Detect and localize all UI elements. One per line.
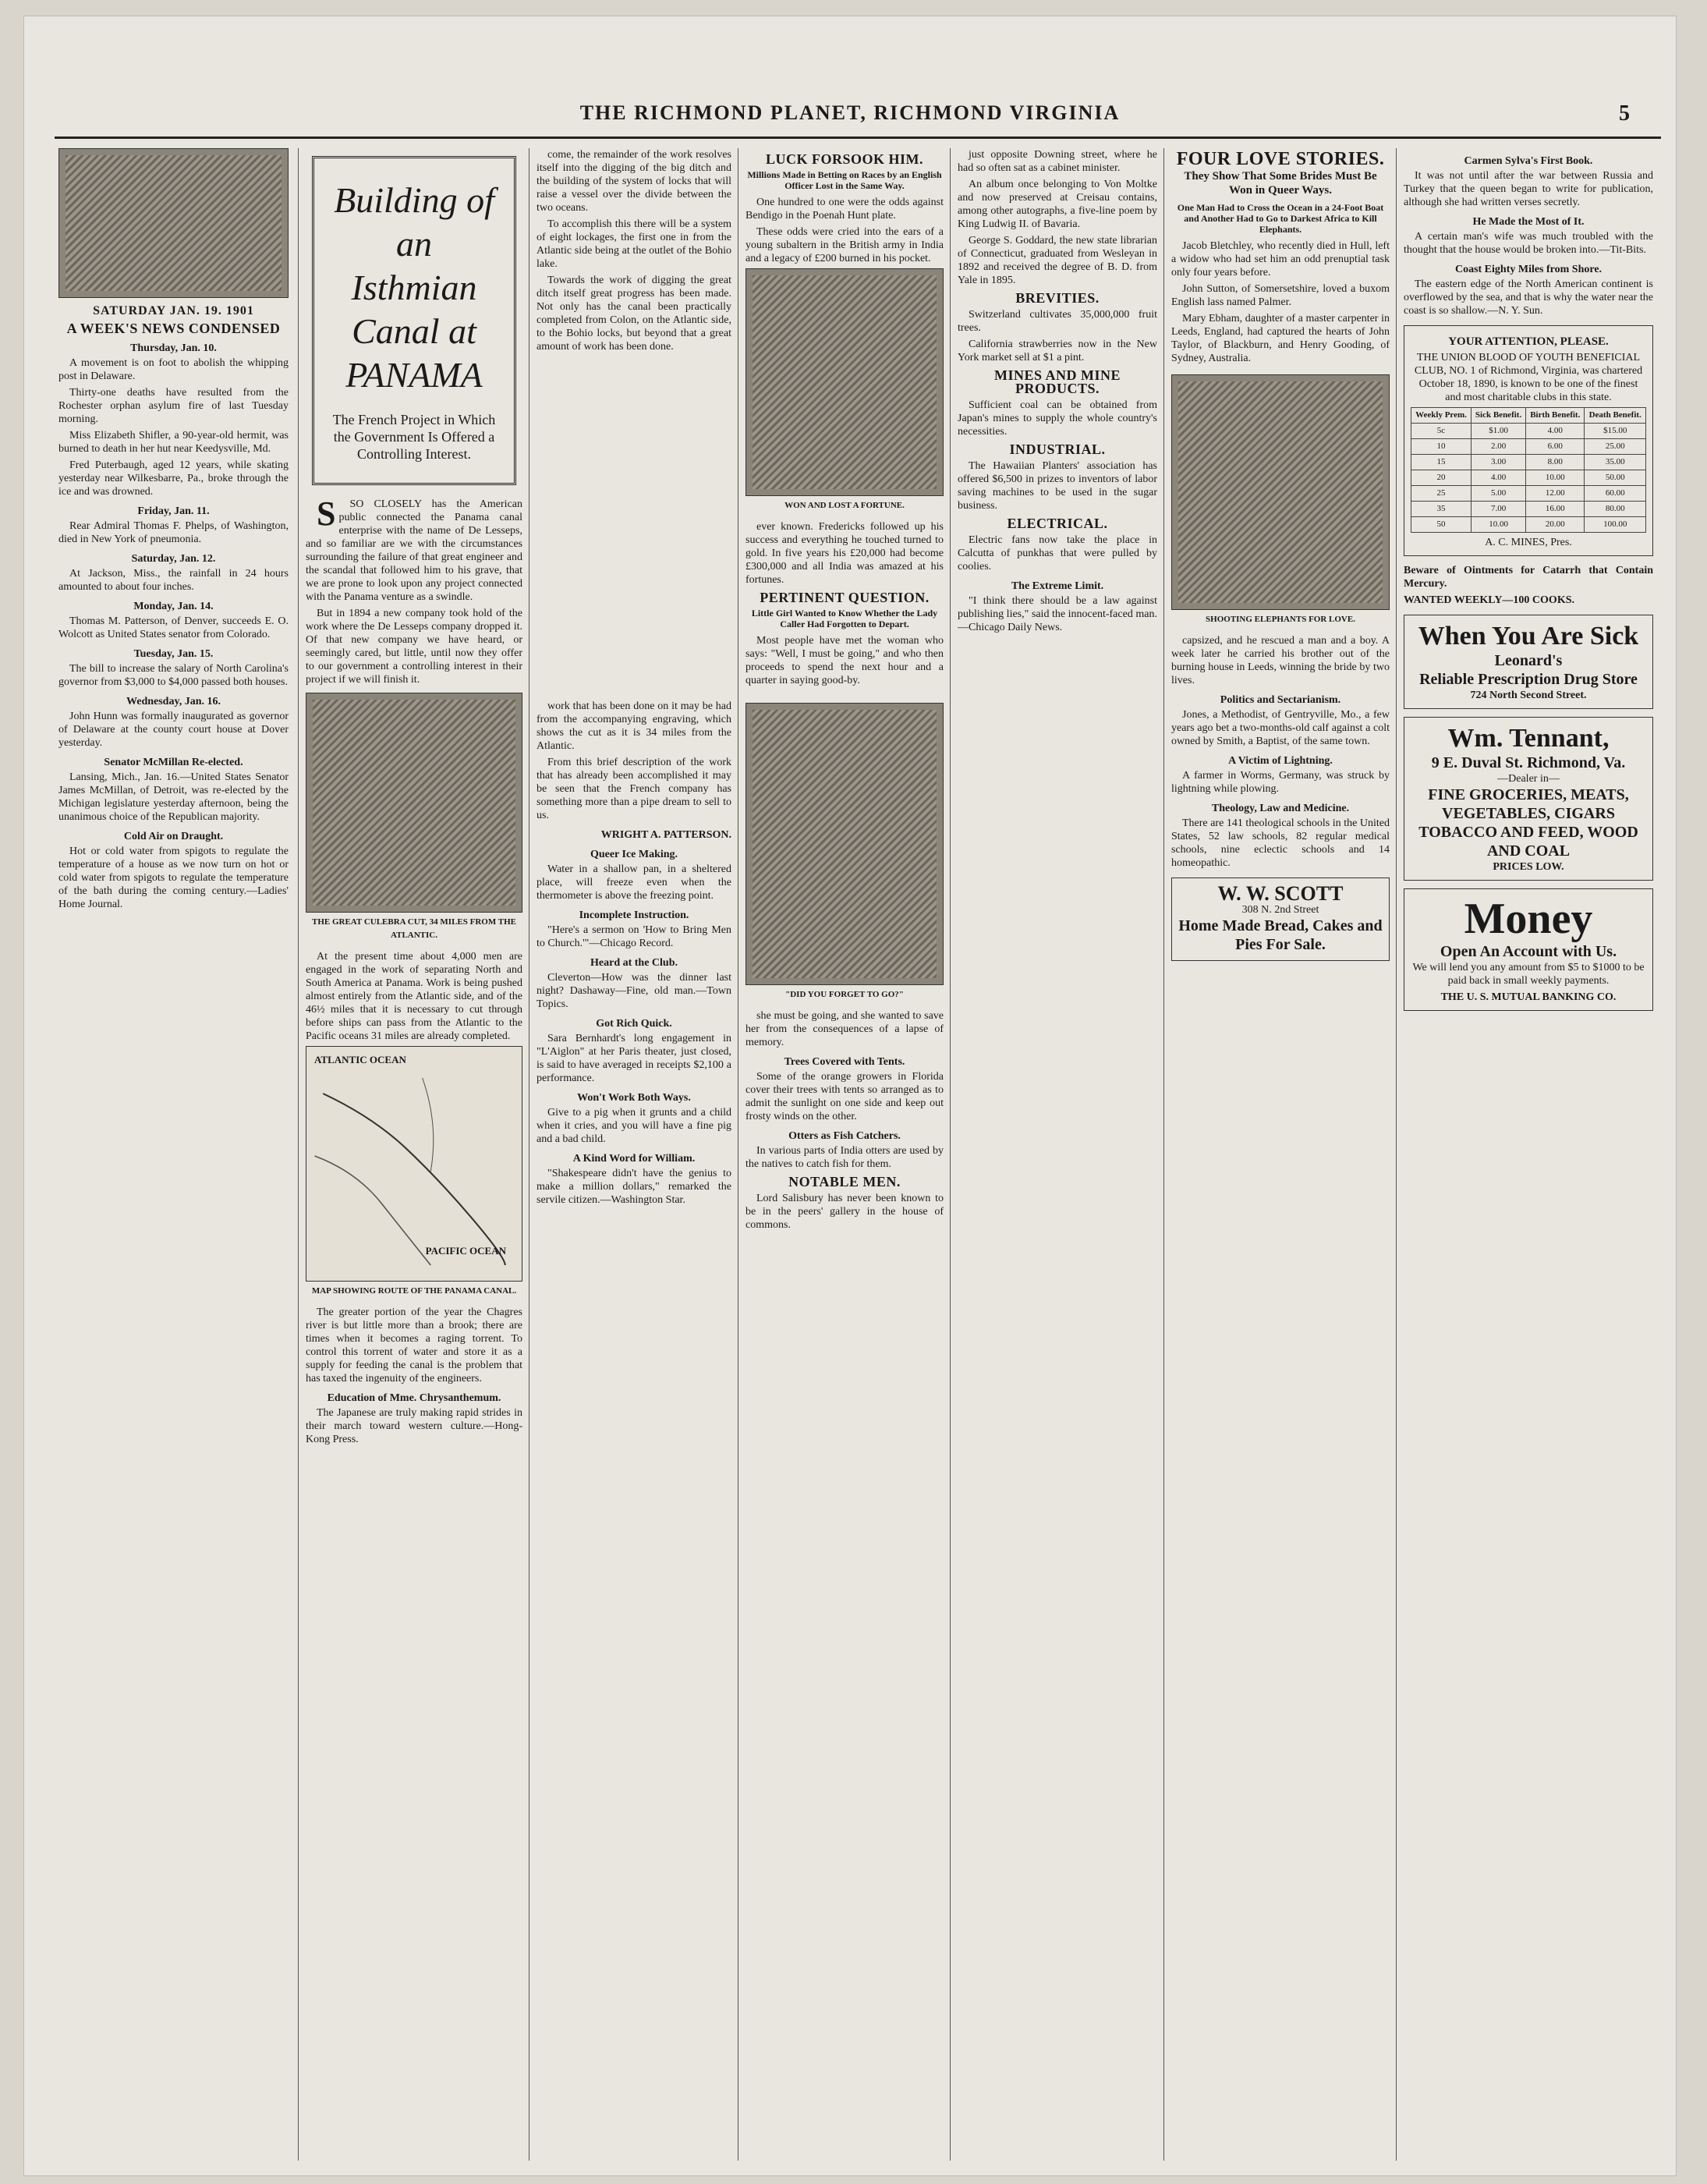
table-cell: 7.00 (1471, 502, 1526, 517)
article-paragraph: "I think there should be a law against publishing lies," said the innocent-faced man.—Chicago Daily News. (958, 595, 1157, 633)
cactus-illustration (58, 148, 289, 298)
article-paragraph: In various parts of India otters are used by the natives to catch fish for them. (745, 1145, 944, 1170)
article-paragraph: To accomplish this there will be a system of eight lockages, the first one in from the Atlantic side being at the outlet of the Bohio lake. (537, 218, 731, 270)
article-text: SO CLOSELY has the American public connected the Panama canal enterprise with the name of De Lesseps, and so familiar are we with the circumstances surrounding the failure of that great engineer and the scandal that followed him to his grave, that we are prone to look upon any project connected with the Panama venture as a swindle. (306, 498, 522, 603)
news-item: John Hunn was formally inaugurated as governor of Delaware at the county court house at Dover yesterday. (58, 711, 289, 749)
news-item: Thomas M. Patterson, of Denver, succeeds E. O. Wolcott as United States senator from Colorado. (58, 615, 289, 640)
article-paragraph: Electric fans now take the place in Calcutta of punkhas that were pulled by coolies. (958, 534, 1157, 573)
article-paragraph: John Sutton, of Somersetshire, loved a buxom English lass named Palmer. (1171, 283, 1390, 308)
table-row (1411, 502, 1646, 517)
table-cell: 50 (1411, 517, 1471, 533)
ad-text: Reliable Prescription Drug Store (1419, 671, 1638, 688)
article-paragraph: The Hawaiian Planters' association has offered $6,500 in prizes to inventors of labor saving machines to be used in the sugar business. (958, 460, 1157, 512)
day-heading: Wednesday, Jan. 16. (126, 696, 221, 707)
table-cell: 12.00 (1526, 486, 1585, 502)
column-divider (1163, 148, 1164, 2161)
article-deck: One Man Had to Cross the Ocean in a 24-Foot Boat and Another Had to Go to Darkest Africa to Kill Elephants. (1177, 202, 1384, 235)
ladies-illustration (745, 703, 944, 985)
table-header-cell: Weekly Prem. (1411, 408, 1471, 424)
ad-text: THE UNION BLOOD OF YOUTH BENEFICIAL CLUB, NO. 1 of Richmond, Virginia, was chartered October 18, 1890, is known to be one of the finest and most charitable clubs in this state. (1414, 352, 1643, 403)
article-paragraph: come, the remainder of the work resolves itself into the digging of the big ditch and the building of the system of locks that will raise a vessel over the divide between the two oceans. (537, 149, 731, 214)
beneficial-club-advertisement (1404, 325, 1653, 556)
article-paragraph: Water in a shallow pan, in a sheltered place, will freeze even when the thermometer is above the freezing point. (537, 863, 731, 902)
subheading: Coast Eighty Miles from Shore. (1454, 264, 1603, 275)
table-header-cell: Death Benefit. (1585, 408, 1646, 424)
article-paragraph: "Here's a sermon on 'How to Bring Men to Church.'"—Chicago Record. (537, 924, 731, 949)
figure-caption: WON AND LOST A FORTUNE. (784, 501, 905, 510)
table-cell: 35.00 (1585, 455, 1646, 470)
officer-illustration (745, 268, 944, 496)
ad-address: 724 North Second Street. (1470, 690, 1587, 701)
table-cell: 60.00 (1585, 486, 1646, 502)
table-row (1411, 455, 1646, 470)
day-heading: Monday, Jan. 14. (133, 601, 214, 612)
column-4 (745, 148, 944, 2161)
table-cell: 10 (1411, 439, 1471, 455)
panama-route-map (306, 1046, 522, 1282)
subheading: Trees Covered with Tents. (784, 1056, 905, 1068)
ad-signature: A. C. MINES, Pres. (1485, 537, 1572, 548)
subheading: Politics and Sectarianism. (1220, 694, 1341, 706)
column-5 (958, 148, 1157, 2161)
subheading: Cold Air on Draught. (123, 831, 224, 842)
subheading: A Victim of Lightning. (1228, 755, 1333, 767)
article-paragraph: It was not until after the war between Russia and Turkey that the queen began to write for publication, although she had written verses secretly. (1404, 170, 1653, 208)
news-item: Rear Admiral Thomas F. Phelps, of Washington, died in New York of pneumonia. (58, 520, 289, 545)
ad-text: Beware of Ointments for Catarrh that Contain Mercury. (1404, 565, 1653, 590)
article-paragraph: Most people have met the woman who says: "Well, I must be going," and who then proceeds to spend the next hour and a quarter in saying good-by. (745, 635, 944, 686)
subheading: Otters as Fish Catchers. (788, 1130, 901, 1142)
tennant-advertisement (1404, 717, 1653, 881)
article-heading: MINES AND MINE PRODUCTS. (993, 367, 1121, 396)
article-signature: WRIGHT A. PATTERSON. (600, 829, 731, 841)
article-paragraph: Jones, a Methodist, of Gentryville, Mo., a few years ago bet a two-months-old calf against a colt owned by Smith, a Baptist, of the same town. (1171, 709, 1390, 747)
table-cell: 20 (1411, 470, 1471, 486)
ad-name: Leonard's (1494, 652, 1563, 669)
headline-subtitle: The French Project in Which the Government Is Offered a Controlling Interest. (332, 412, 496, 462)
table-cell: 2.00 (1471, 439, 1526, 455)
panama-headline-box (312, 156, 516, 485)
table-header-cell: Sick Benefit. (1471, 408, 1526, 424)
column-divider (1396, 148, 1397, 2161)
table-cell: 15 (1411, 455, 1471, 470)
article-paragraph: The greater portion of the year the Chagres river is but little more than a brook; there are times when it becomes a raging torrent. To control this torrent of water and store it as a supply for feeding the canal is the problem that has taxed the ingenuity of the engineers. (306, 1306, 522, 1384)
article-paragraph: just opposite Downing street, where he had so often sat as a cabinet minister. (958, 149, 1157, 174)
article-paragraph: work that has been done on it may be had from the accompanying engraving, which shows the cut as it is 34 miles from the Atlantic. (537, 700, 731, 752)
news-item: A movement is on foot to abolish the whipping post in Delaware. (58, 357, 289, 382)
subheading: Education of Mme. Chrysanthemum. (327, 1392, 501, 1404)
ad-name: Wm. Tennant, (1447, 724, 1610, 753)
news-heading: A WEEK'S NEWS CONDENSED (66, 321, 281, 336)
article-paragraph: George S. Goddard, the new state librarian of Connecticut, graduated from Wesleyan in 1892 and received the degree of B. D. from Yale in 1895. (958, 235, 1157, 286)
figure-caption: "DID YOU FORGET TO GO?" (785, 990, 904, 999)
table-body (1411, 424, 1646, 533)
table-cell: 16.00 (1526, 502, 1585, 517)
issue-date: SATURDAY JAN. 19. 1901 (93, 304, 254, 317)
article-paragraph: The eastern edge of the North American continent is overflowed by the sea, and that is why the water near the coast is so shallow.—N. Y. Sun. (1404, 278, 1653, 317)
scott-advertisement (1171, 878, 1390, 961)
article-paragraph: At the present time about 4,000 men are engaged in the work of separating North and South America at Panama. Work is being pushed almost entirely from the Atlantic side, and of the 46½ miles that it is necessary to cut through before ships can pass from the Atlantic to the Pacific oceans 31 miles are already completed. (306, 951, 522, 1042)
drop-cap: S (317, 495, 336, 533)
article-deck: Millions Made in Betting on Races by an English Officer Lost in the Same Way. (747, 169, 942, 191)
column-1 (58, 148, 289, 2161)
article-paragraph: Jacob Bletchley, who recently died in Hull, left a widow who had set him an odd prenuptial task only four years before. (1171, 240, 1390, 278)
subheading: Incomplete Instruction. (579, 909, 689, 921)
table-cell: 50.00 (1585, 470, 1646, 486)
news-item: Fred Puterbaugh, aged 12 years, while skating yesterday near Wilkesbarre, Pa., broke through the ice and was drowned. (58, 459, 289, 498)
article-paragraph: Some of the orange growers in Florida cover their trees with tents so arranged as to admit the sunlight on one side and keep out frosty winds on the other. (745, 1071, 944, 1122)
headline-line-2: Canal at PANAMA (345, 311, 483, 395)
table-cell: $15.00 (1585, 424, 1646, 439)
subheading: The Extreme Limit. (1011, 580, 1104, 592)
column-3 (537, 148, 731, 2161)
article-paragraph: Mary Ebham, daughter of a master carpenter in Leeds, England, had captured the hearts of John Taylor, of Blackburn, and Henry Gooding, of Sydney, Australia. (1171, 313, 1390, 364)
engraving-spacer (537, 356, 731, 700)
table-header-row (1411, 408, 1646, 424)
table-cell: 6.00 (1526, 439, 1585, 455)
headline-line-1: Building of an Isthmian (334, 180, 494, 307)
figure-caption: SHOOTING ELEPHANTS FOR LOVE. (1206, 615, 1355, 624)
subheading: Won't Work Both Ways. (577, 1092, 691, 1104)
article-paragraph: A farmer in Worms, Germany, was struck by lightning while plowing. (1171, 770, 1390, 795)
ad-prices: PRICES LOW. (1493, 861, 1564, 873)
table-cell: 5.00 (1471, 486, 1526, 502)
banking-advertisement (1404, 888, 1653, 1011)
article-heading: FOUR LOVE STORIES. (1176, 149, 1385, 169)
subheading: Got Rich Quick. (596, 1018, 672, 1030)
article-paragraph: From this brief description of the work that has already been accomplished it may be seen that the French company has something more than a pipe dream to sell to us. (537, 757, 731, 821)
ad-text: We will lend you any amount from $5 to $1000 to be paid back in small weekly payments. (1412, 962, 1645, 987)
ad-text: WANTED WEEKLY—100 COOKS. (1404, 594, 1574, 606)
table-cell: $1.00 (1471, 424, 1526, 439)
table-row (1411, 517, 1646, 533)
column-divider (950, 148, 951, 2161)
day-heading: Tuesday, Jan. 15. (133, 648, 214, 660)
news-item: Thirty-one deaths have resulted from the Rochester orphan asylum fire of last Tuesday morning. (58, 387, 289, 425)
figure-caption: MAP SHOWING ROUTE OF THE PANAMA CANAL. (311, 1286, 517, 1296)
article-paragraph: Give to a pig when it grunts and a child when it cries, and you will have a fine pig and a bad child. (537, 1107, 731, 1145)
article-paragraph: ever known. Fredericks followed up his success and everything he touched turned to gold. In five years his £20,000 had become £300,000 and all India was amazed at his fortunes. (745, 521, 944, 586)
table-cell: 100.00 (1585, 517, 1646, 533)
news-item: Miss Elizabeth Shifler, a 90-year-old hermit, was burned to death in her hut near Keedysville, Md. (58, 430, 289, 455)
article-paragraph: Cleverton—How was the dinner last night? Dashaway—Fine, old man.—Town Topics. (537, 972, 731, 1010)
masthead-rule (55, 136, 1661, 139)
table-row (1411, 424, 1646, 439)
article-paragraph: One hundred to one were the odds against Bendigo in the Poenah Hunt plate. (745, 197, 944, 222)
article-paragraph: An album once belonging to Von Moltke and now preserved at Creisau contains, among other autographs, a five-line poem by King Ludwig II. of Bavaria. (958, 179, 1157, 230)
elephant-hunt-illustration (1171, 374, 1390, 610)
ad-name: W. W. SCOTT (1217, 882, 1344, 905)
news-item: Hot or cold water from spigots to regulate the temperature of a house as we now turn on hot or cold water from spigots to regulate the temperature of the bath during the coming century.—Ladies' Home Journal. (58, 846, 289, 910)
ad-headline: When You Are Sick (1418, 622, 1639, 651)
table-cell: 20.00 (1526, 517, 1585, 533)
ad-dealer: —Dealer in— (1497, 773, 1560, 785)
culebra-cut-engraving (306, 693, 522, 913)
subheading: He Made the Most of It. (1472, 216, 1585, 228)
day-heading: Friday, Jan. 11. (137, 505, 210, 517)
table-cell: 25 (1411, 486, 1471, 502)
table-header-cell: Birth Benefit. (1526, 408, 1585, 424)
article-paragraph: she must be going, and she wanted to save her from the consequences of a lapse of memory. (745, 1010, 944, 1048)
table-row (1411, 439, 1646, 455)
news-item: At Jackson, Miss., the rainfall in 24 hours amounted to about four inches. (58, 568, 289, 593)
subheading: A Kind Word for William. (572, 1153, 696, 1165)
news-item: The bill to increase the salary of North Carolina's governor from $3,000 to $4,000 passed both houses. (58, 663, 289, 688)
article-deck: Little Girl Wanted to Know Whether the Lady Caller Had Forgotten to Depart. (751, 608, 938, 629)
article-paragraph: There are 141 theological schools in the United States, 52 law schools, 82 regular medical schools, nine eclectic schools and 14 homeopathic. (1171, 817, 1390, 869)
article-paragraph (306, 495, 522, 604)
table-row (1411, 470, 1646, 486)
table-cell: 8.00 (1526, 455, 1585, 470)
column-7 (1404, 148, 1653, 2161)
table-cell: 4.00 (1471, 470, 1526, 486)
article-paragraph: These odds were cried into the ears of a young subaltern in the British army in India and a legacy of £200 burned in his pocket. (745, 226, 944, 264)
article-heading: PERTINENT QUESTION. (760, 590, 930, 605)
article-heading: ELECTRICAL. (1007, 516, 1108, 531)
article-heading: NOTABLE MEN. (788, 1174, 901, 1190)
news-item: Lansing, Mich., Jan. 16.—United States Senator James McMillan, of Detroit, was re-elected by the Michigan legislature yesterday afternoon, being the unanimous choice of the Republican majority. (58, 771, 289, 823)
ad-address: 308 N. 2nd Street (1241, 904, 1319, 916)
table-cell: 10.00 (1471, 517, 1526, 533)
article-paragraph: Switzerland cultivates 35,000,000 fruit trees. (958, 309, 1157, 334)
article-paragraph: The Japanese are truly making rapid strides in their march toward western culture.—Hong-Kong Press. (306, 1407, 522, 1445)
subheading: Heard at the Club. (590, 957, 678, 969)
article-paragraph: Sara Bernhardt's long engagement in "L'Aiglon" at her Paris theater, just closed, is said to have averaged in receipts $2,100 a performance. (537, 1033, 731, 1084)
subheading: Senator McMillan Re-elected. (104, 757, 243, 768)
table-cell: 80.00 (1585, 502, 1646, 517)
article-heading: INDUSTRIAL. (1009, 441, 1106, 457)
day-heading: Saturday, Jan. 12. (131, 553, 216, 565)
table-cell: 4.00 (1526, 424, 1585, 439)
ad-heading: YOUR ATTENTION, PLEASE. (1448, 335, 1609, 348)
article-paragraph: A certain man's wife was much troubled with the thought that the house would be broken into.—Tit-Bits. (1404, 231, 1653, 256)
subheading: Theology, Law and Medicine. (1211, 803, 1350, 814)
ad-headline: Money (1464, 895, 1593, 943)
article-paragraph: Towards the work of digging the great ditch itself great progress has been made. Not only has the canal been practically completed from Colon, on the Atlantic side, to the Bohio locks, but beyond that a great amount of work has been done. (537, 275, 731, 353)
article-heading: BREVITIES. (1015, 290, 1100, 306)
newspaper-page (23, 16, 1677, 2176)
subheading: Queer Ice Making. (590, 849, 678, 860)
subheading: Carmen Sylva's First Book. (1464, 155, 1593, 167)
masthead: THE RICHMOND PLANET, RICHMOND VIRGINIA (579, 101, 1121, 124)
article-paragraph: "Shakespeare didn't have the genius to make a million dollars," remarked the servile citizen.—Washington Star. (537, 1168, 731, 1206)
article-paragraph: But in 1894 a new company took hold of the work where the De Lesseps company dropped it. Of that new company we have heard, or seemingly cared, but little, until now they offer to our government a controlling interest in their project if we will finish it. (306, 608, 522, 686)
figure-caption: THE GREAT CULEBRA CUT, 34 MILES FROM THE ATLANTIC. (311, 917, 516, 940)
table-row (1411, 486, 1646, 502)
ad-subheadline: Open An Account with Us. (1440, 943, 1617, 960)
column-6 (1171, 148, 1390, 2161)
table-cell: 35 (1411, 502, 1471, 517)
table-cell: 5c (1411, 424, 1471, 439)
article-heading: LUCK FORSOOK HIM. (765, 151, 923, 167)
article-paragraph: capsized, and he rescued a man and a boy. A week later he carried his brother out of the burning house in Leeds, winning the bride by two lives. (1171, 635, 1390, 686)
article-deck: They Show That Some Brides Must Be Won in Queer Ways. (1184, 170, 1377, 197)
ad-text: Home Made Bread, Cakes and Pies For Sale. (1178, 917, 1383, 953)
ad-address: 9 E. Duval St. Richmond, Va. (1431, 754, 1626, 771)
column-divider (298, 148, 299, 2161)
ad-goods: FINE GROCERIES, MEATS, VEGETABLES, CIGARS TOBACCO AND FEED, WOOD AND COAL (1418, 786, 1638, 860)
table-cell: 3.00 (1471, 455, 1526, 470)
article-paragraph: Lord Salisbury has never been known to be in the peers' gallery in the house of commons. (745, 1193, 944, 1231)
map-label-pacific: PACIFIC OCEAN (425, 1245, 506, 1257)
article-paragraph: California strawberries now in the New York market sell at $1 a pint. (958, 339, 1157, 363)
article-paragraph: Sufficient coal can be obtained from Japan's mines to supply the whole country's necessities. (958, 399, 1157, 438)
column-2 (306, 148, 522, 2161)
day-heading: Thursday, Jan. 10. (130, 342, 217, 354)
benefit-table (1411, 407, 1646, 533)
table-cell: 10.00 (1526, 470, 1585, 486)
page-number: 5 (1619, 101, 1630, 126)
ad-company: THE U. S. MUTUAL BANKING CO. (1440, 991, 1617, 1003)
table-cell: 25.00 (1585, 439, 1646, 455)
map-label-atlantic: ATLANTIC OCEAN (314, 1054, 406, 1065)
drug-store-advertisement (1404, 615, 1653, 709)
